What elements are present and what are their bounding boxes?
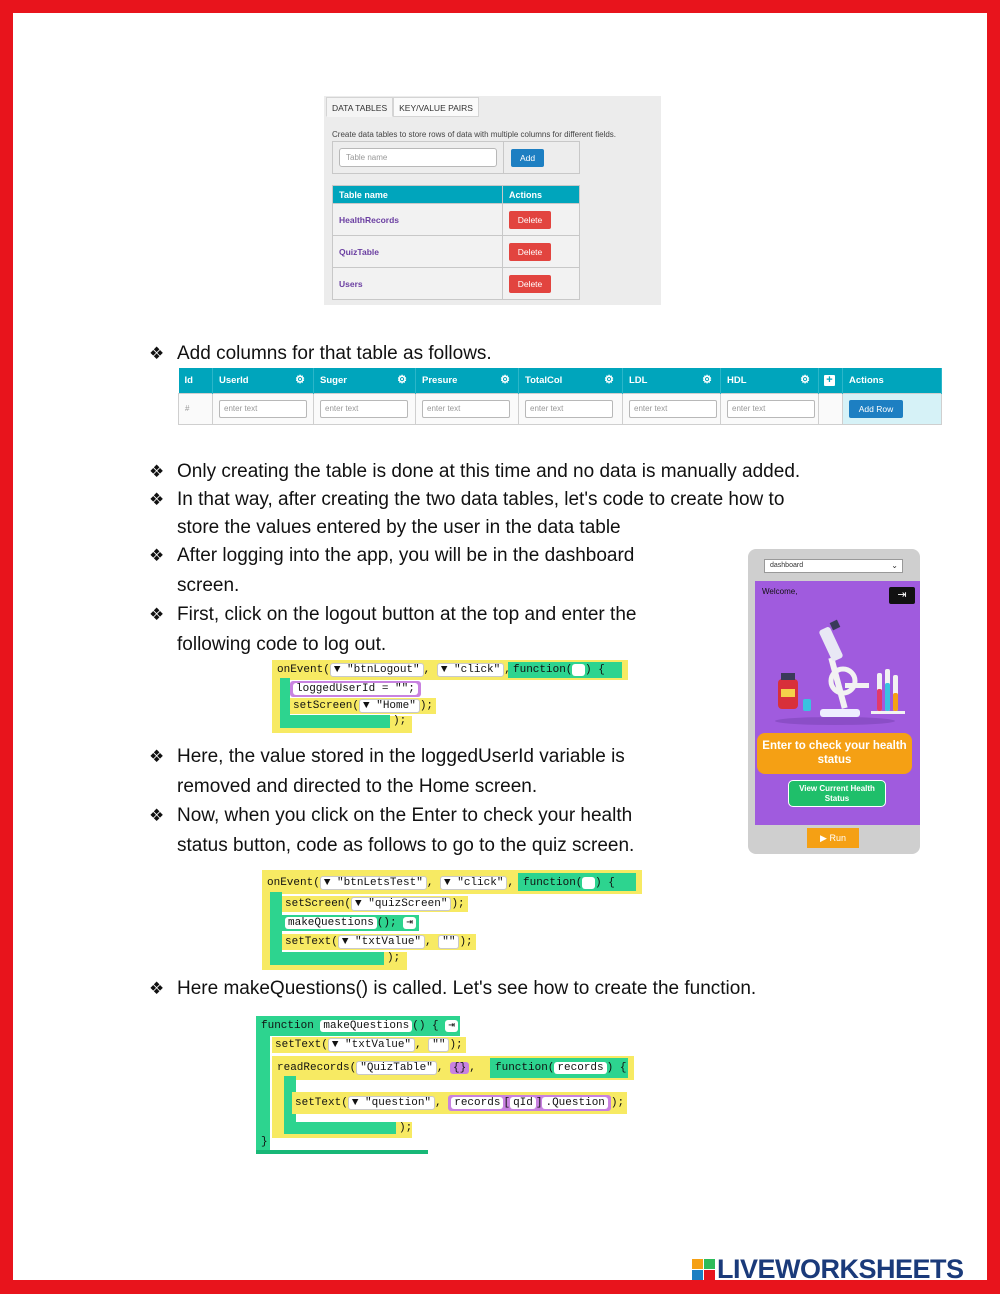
form-divider <box>503 142 504 173</box>
code-line: function( ) { <box>523 877 615 889</box>
code-line: onEvent( ▼ "btnLogout" , ▼ "click" , <box>277 664 511 676</box>
code-line: onEvent( ▼ "btnLetsTest" , ▼ "click" , <box>267 877 515 889</box>
ldl-input[interactable]: enter text <box>629 400 717 418</box>
data-tables-description: Create data tables to store rows of data with multiple columns for different fields. <box>332 130 616 139</box>
code-line: function makeQuestions () { ⇥ <box>258 1018 461 1034</box>
header-table-name: Table name <box>333 186 503 204</box>
presure-input[interactable]: enter text <box>422 400 510 418</box>
tab-key-value-pairs[interactable]: KEY/VALUE PAIRS <box>393 97 479 117</box>
col-header-hdl: HDL ⚙ <box>721 368 819 393</box>
new-table-form <box>332 141 580 174</box>
bullet-icon: ❖ <box>149 806 165 825</box>
col-header-actions: Actions <box>843 368 942 393</box>
hdl-input[interactable]: enter text <box>727 400 815 418</box>
code-line: makeQuestions (); ⇥ <box>282 915 419 931</box>
userid-input[interactable]: enter text <box>219 400 307 418</box>
empty-cell <box>819 393 843 424</box>
table-row <box>333 268 580 300</box>
welcome-label: Welcome, <box>762 587 798 596</box>
table-name-link[interactable]: HealthRecords <box>333 204 503 236</box>
code-line: setScreen( ▼ "quizScreen" ); <box>282 896 468 912</box>
delete-button[interactable]: Delete <box>509 275 551 293</box>
table-name-link[interactable]: QuizTable <box>333 236 503 268</box>
suger-input[interactable]: enter text <box>320 400 408 418</box>
gear-icon[interactable]: ⚙ <box>800 374 810 386</box>
table-row <box>179 393 942 424</box>
enter-check-health-button[interactable]: Enter to check your health status <box>757 733 912 774</box>
gear-icon[interactable]: ⚙ <box>604 374 614 386</box>
bullet-icon: ❖ <box>149 546 165 565</box>
lab-illustration <box>765 617 910 727</box>
delete-button[interactable]: Delete <box>509 243 551 261</box>
code-line: setText( ▼ "question" , records [ qId ] .Question ); <box>292 1092 627 1114</box>
code-block-lets-test <box>262 870 642 970</box>
code-line: setText( ▼ "txtValue" , "" ); <box>272 1037 466 1053</box>
chevron-down-icon: ⌄ <box>891 561 898 570</box>
code-block-function <box>256 1016 636 1156</box>
gear-icon[interactable]: ⚙ <box>702 374 712 386</box>
bullet-icon: ❖ <box>149 490 165 509</box>
col-header-suger: Suger ⚙ <box>314 368 416 393</box>
data-tabs <box>326 97 479 117</box>
col-header-presure: Presure ⚙ <box>416 368 519 393</box>
add-row-button[interactable]: Add Row <box>849 400 903 418</box>
play-icon: ▶ <box>820 833 827 843</box>
id-cell: # <box>179 393 213 424</box>
code-line-assignment: loggedUserId = ""; <box>290 681 421 697</box>
bullet-icon: ❖ <box>149 605 165 624</box>
code-block-logout <box>272 660 628 733</box>
bullet-icon: ❖ <box>149 462 165 481</box>
bullet-icon: ❖ <box>149 747 165 766</box>
table-name-link[interactable]: Users <box>333 268 503 300</box>
logout-button[interactable]: ⇥ <box>889 587 915 604</box>
code-line: setText( ▼ "txtValue" , "" ); <box>282 934 476 950</box>
plus-icon[interactable]: + <box>824 375 835 386</box>
code-line: ); <box>399 1122 413 1134</box>
code-line: ); <box>387 952 401 964</box>
view-health-status-button[interactable]: View Current Health Status <box>788 780 886 807</box>
code-line: function( records ) { <box>495 1062 627 1074</box>
columns-table <box>178 368 942 425</box>
code-line: function( ) { <box>513 664 605 676</box>
bullet-icon: ❖ <box>149 979 165 998</box>
code-line: ); <box>393 715 407 727</box>
totalcol-input[interactable]: enter text <box>525 400 613 418</box>
delete-button[interactable]: Delete <box>509 211 551 229</box>
table-row <box>333 204 580 236</box>
gear-icon[interactable]: ⚙ <box>295 374 305 386</box>
app-preview-phone <box>748 549 920 854</box>
code-line: readRecords( "QuizTable" , {} , <box>277 1062 476 1074</box>
bullet-icon: ❖ <box>149 344 165 363</box>
add-table-button[interactable]: Add <box>511 149 544 167</box>
col-header-id: Id <box>179 368 213 393</box>
col-header-ldl: LDL ⚙ <box>623 368 721 393</box>
data-tables-panel <box>324 96 661 305</box>
screen-select[interactable]: dashboard ⌄ <box>764 559 903 573</box>
add-column-header <box>819 368 843 393</box>
run-button[interactable]: ▶ Run <box>807 828 859 848</box>
col-header-totalcol: TotalCol ⚙ <box>519 368 623 393</box>
table-name-input[interactable]: Table name <box>339 148 497 167</box>
header-actions: Actions <box>503 186 580 204</box>
tab-data-tables[interactable]: DATA TABLES <box>326 97 393 117</box>
gear-icon[interactable]: ⚙ <box>397 374 407 386</box>
liveworksheets-logo: LIVEWORKSHEETS <box>692 1255 964 1283</box>
tables-list <box>332 185 580 300</box>
logo-icon <box>692 1259 716 1281</box>
dashboard-screen <box>755 581 920 825</box>
col-header-userid: UserId ⚙ <box>213 368 314 393</box>
code-line: setScreen( ▼ "Home" ); <box>290 698 436 714</box>
code-line: } <box>261 1136 268 1148</box>
gear-icon[interactable]: ⚙ <box>500 374 510 386</box>
table-row <box>333 236 580 268</box>
